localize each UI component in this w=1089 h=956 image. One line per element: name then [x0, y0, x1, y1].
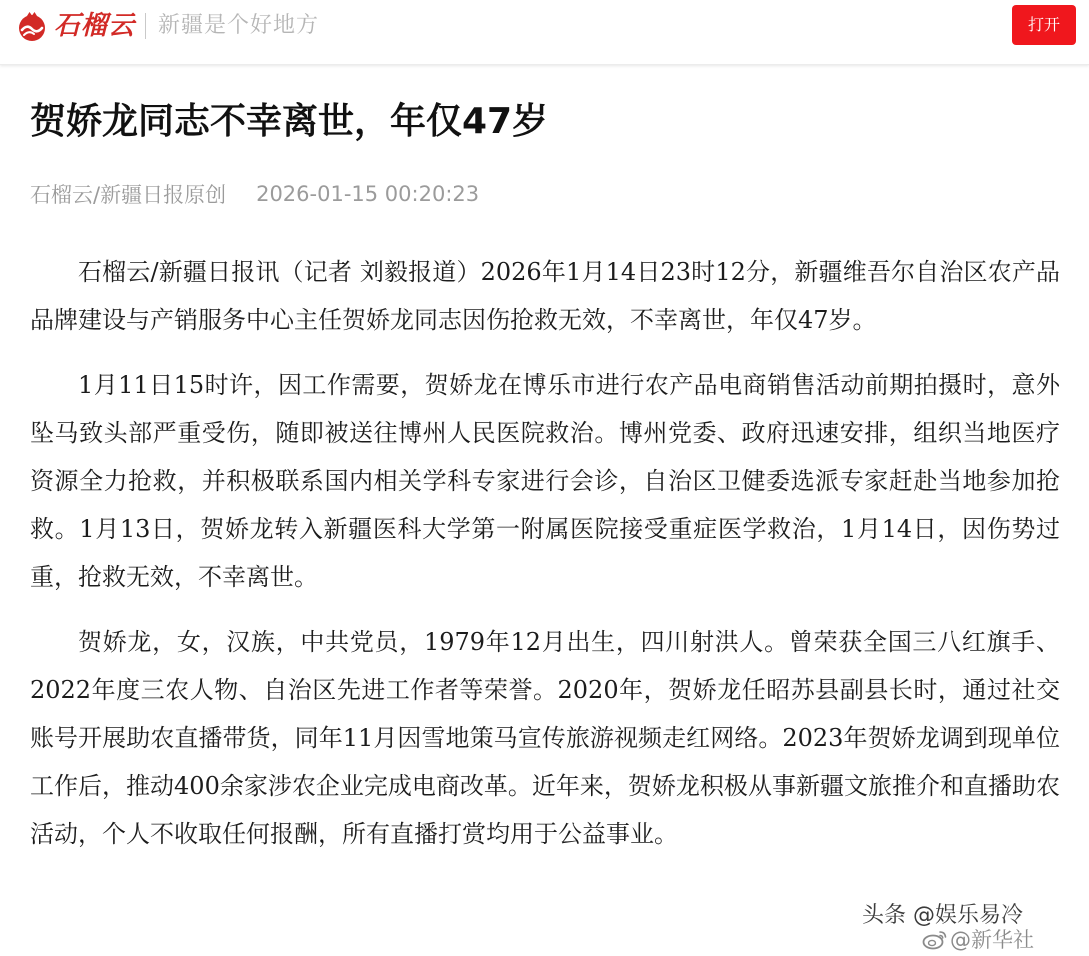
watermark-weibo — [922, 924, 1034, 954]
pomegranate-cloud-logo-icon — [14, 8, 50, 44]
app-header — [0, 0, 1089, 65]
article-source: 石榴云/新疆日报原创 — [30, 183, 227, 207]
article-paragraph: 1月11日15时许，因工作需要，贺娇龙在博乐市进行农产品电商销售活动前期拍摄时，意外坠马致头部严重受伤，随即被送往博州人民医院救治。博州党委、政府迅速安排，组织当地医疗资源全力抢救，并积极联系国内相关学科专家进行会诊，自治区卫健委选派专家赶赴当地参加抢救。1月13日，贺娇龙转入新疆医科大学第一附属医院接受重症医学救治，1月14日，因伤势过重，抢救无效，不幸离世。 — [30, 371, 1060, 591]
article-meta — [30, 178, 479, 210]
brand-slogan: 新疆是个好地方 — [158, 13, 320, 38]
article-paragraph: 贺娇龙，女，汉族，中共党员，1979年12月出生，四川射洪人。曾荣获全国三八红旗手、2022年度三农人物、自治区先进工作者等荣誉。2020年，贺娇龙任昭苏县副县长时，通过社交账号开展助农直播带货，同年11月因雪地策马宣传旅游视频走红网络。2023年贺娇龙调到现单位工作后，推动400余家涉农企业完成电商改革。近年来，贺娇龙积极从事新疆文旅推介和直播助农活动，个人不收取任何报酬，所有直播打赏均用于公益事业。 — [30, 628, 1060, 848]
article-paragraph: 石榴云/新疆日报讯（记者 刘毅报道）2026年1月14日23时12分，新疆维吾尔自治区农产品品牌建设与产销服务中心主任贺娇龙同志因伤抢救无效，不幸离世，年仅47岁。 — [30, 258, 1060, 334]
weibo-icon — [922, 928, 948, 950]
article-datetime: 2026-01-15 00:20:23 — [256, 182, 480, 206]
open-app-button[interactable]: 打开 — [1012, 5, 1076, 45]
article-body — [30, 248, 1060, 875]
brand-divider — [145, 13, 146, 39]
watermark-weibo-label: @新华社 — [950, 928, 1034, 952]
article-title: 贺娇龙同志不幸离世，年仅47岁 — [30, 101, 549, 142]
brand-name: 石榴云 — [54, 11, 136, 41]
watermark-toutiao: 头条 @娱乐易冷 — [862, 903, 1023, 928]
brand[interactable] — [14, 8, 319, 44]
watermark — [862, 898, 1082, 952]
